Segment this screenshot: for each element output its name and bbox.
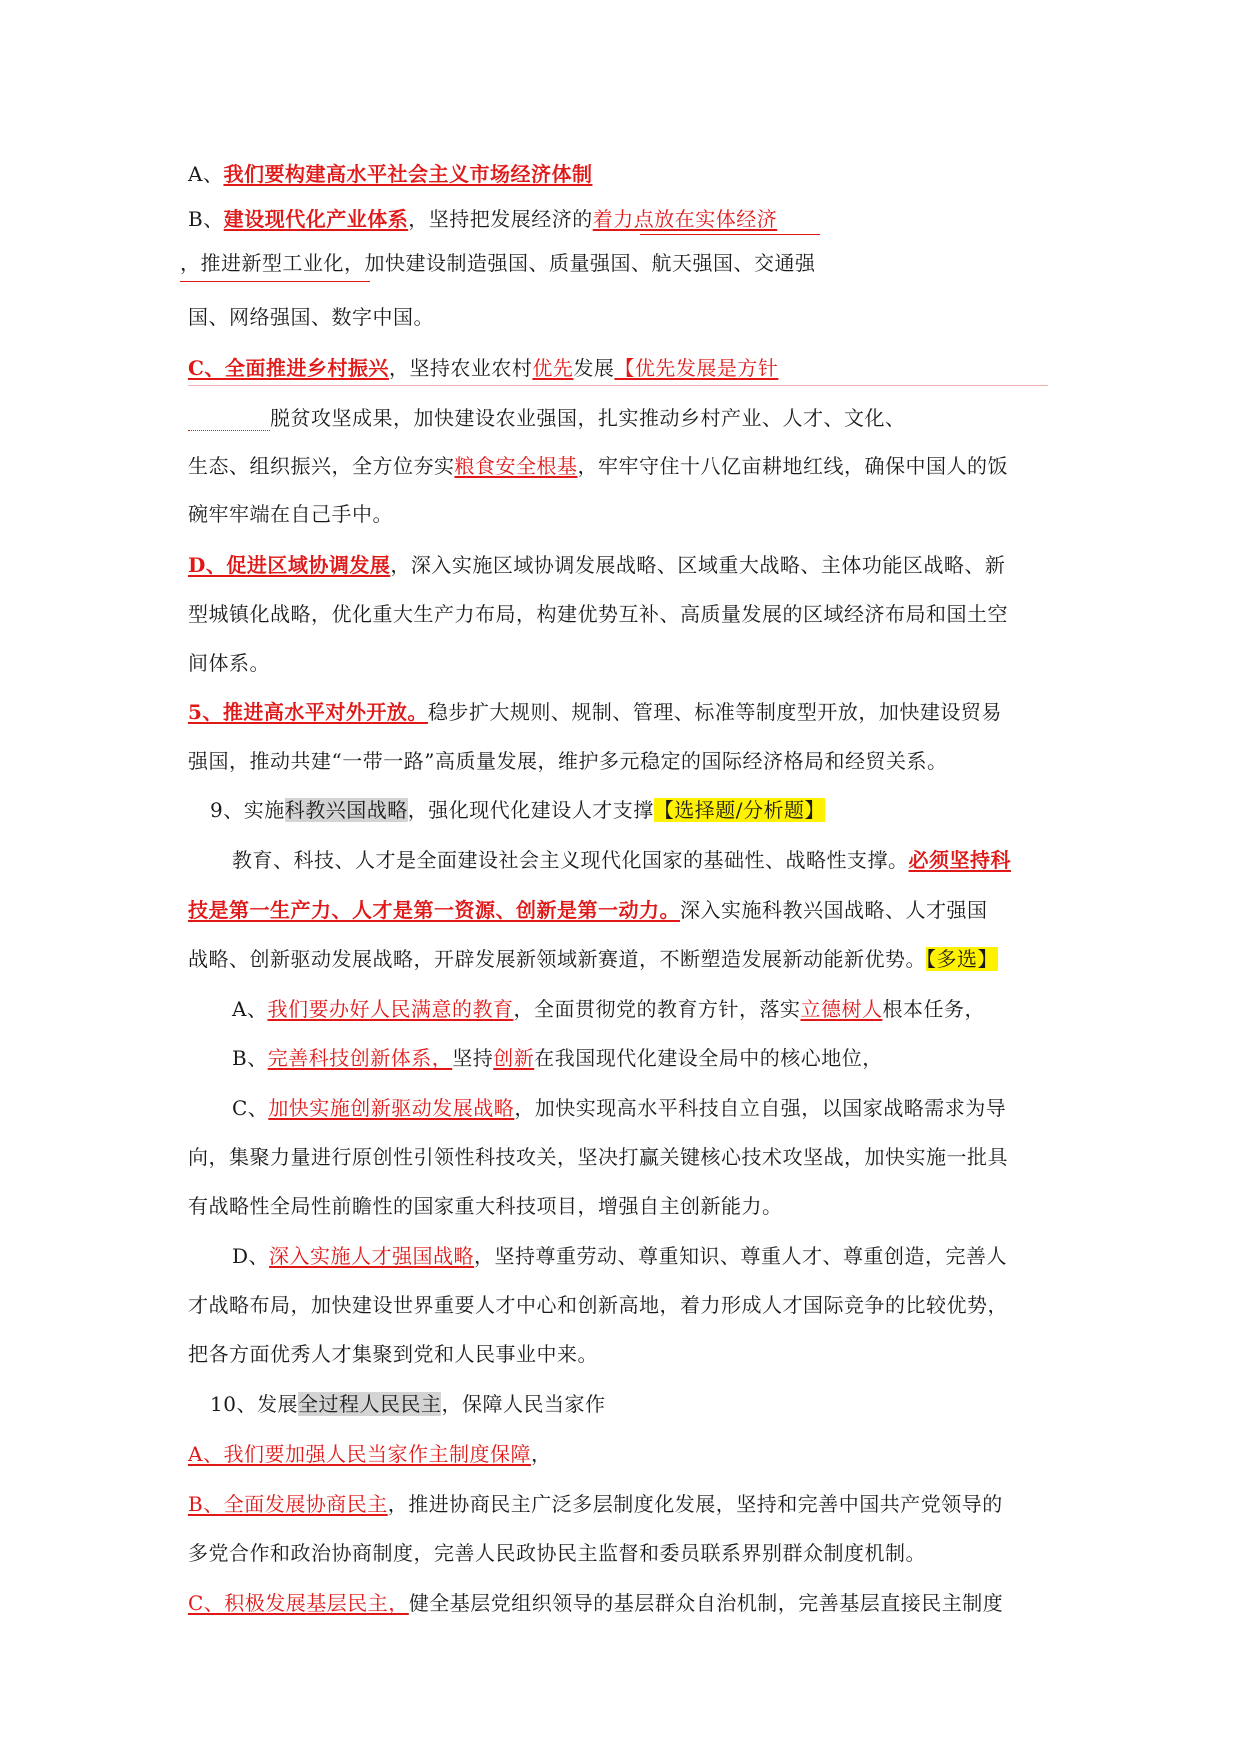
key-point: 完善科技创新体系， bbox=[267, 1046, 453, 1070]
key-point: C、积极发展基层民主， bbox=[188, 1591, 409, 1615]
key-point: 着力点放在实体经济 bbox=[592, 207, 778, 231]
option-label: A、 bbox=[232, 997, 268, 1021]
body-text: ，保障人民当家作 bbox=[441, 1392, 606, 1416]
body-text: 间体系。 bbox=[188, 651, 270, 675]
key-point: D、促进区域协调发展 bbox=[188, 553, 391, 577]
text-line bbox=[232, 1044, 1102, 1072]
key-point: 必须坚持科 bbox=[908, 848, 1011, 872]
body-text: 强国，推动共建“一带一路”高质量发展，维护多元稳定的国际经济格局和经贸关系。 bbox=[188, 749, 948, 773]
option-label: B、 bbox=[232, 1046, 268, 1070]
text-line bbox=[188, 649, 1058, 677]
text-line bbox=[188, 303, 1058, 331]
body-text: ，推进新型工业化，加快建设制造强国、质量强国、航天强国、交通强 bbox=[180, 251, 816, 275]
text-line bbox=[188, 160, 1058, 188]
body-text: 发展 bbox=[573, 356, 615, 380]
body-text: ，坚持把发展经济的 bbox=[408, 207, 593, 231]
body-text: ，深入实施区域协调发展战略、区域重大战略、主体功能区战略、新 bbox=[390, 553, 1006, 577]
text-line bbox=[188, 1291, 1058, 1319]
key-point: 我们要构建高水平社会主义市场经济体制 bbox=[223, 162, 593, 186]
option-label: B、 bbox=[188, 207, 224, 231]
key-point: 技是第一生产力、人才是第一资源、创新是第一动力。 bbox=[188, 898, 680, 922]
key-point: 优先 bbox=[532, 356, 574, 380]
key-point: 加快实施创新驱动发展战略 bbox=[268, 1096, 515, 1120]
text-line bbox=[188, 500, 1058, 528]
body-text: 健全基层党组织领导的基层群众自治机制，完善基层直接民主制度 bbox=[408, 1591, 1004, 1615]
key-point: A、我们要加强人民当家作主制度保障 bbox=[188, 1442, 531, 1466]
deleted-text: 巩固拓展 bbox=[188, 406, 270, 430]
body-text: 稳步扩大规则、规制、管理、标准等制度型开放，加快建设贸易 bbox=[427, 700, 1002, 724]
body-text: 型城镇化战略，优化重大生产力布局，构建优势互补、高质量发展的区域经济布局和国土空 bbox=[188, 602, 1008, 626]
section-heading bbox=[210, 796, 1080, 824]
text-line bbox=[232, 995, 1102, 1023]
text-line bbox=[188, 1539, 1058, 1567]
body-text: ，牢牢守住十八亿亩耕地红线，确保中国人的饭 bbox=[577, 454, 1008, 478]
body-text: ， bbox=[530, 1442, 552, 1466]
body-text: 把各方面优秀人才集聚到党和人民事业中来。 bbox=[188, 1342, 598, 1366]
option-label: D、 bbox=[232, 1244, 270, 1268]
body-text: 国、网络强国、数字中国。 bbox=[188, 305, 434, 329]
text-line bbox=[188, 1589, 1058, 1617]
body-text: ，推进协商民主广泛多层制度化发展，坚持和完善中国共产党领导的 bbox=[387, 1492, 1003, 1516]
body-text: ，全面贯彻党的教育方针，落实 bbox=[513, 997, 801, 1021]
question-type-tag: 【选择题/分析题】 bbox=[653, 798, 825, 822]
text-line bbox=[232, 1242, 1062, 1270]
text-line bbox=[188, 1340, 1058, 1368]
body-text: 坚持 bbox=[452, 1046, 494, 1070]
text-line bbox=[188, 747, 1058, 775]
body-text: 10、发展 bbox=[210, 1392, 298, 1416]
revision-underline bbox=[640, 234, 820, 235]
body-text: 战略、创新驱动发展战略，开辟发展新领域新赛道，不断塑造发展新动能新优势。 bbox=[188, 947, 926, 971]
text-line bbox=[180, 249, 1050, 277]
text-line bbox=[188, 354, 1058, 382]
body-text: 才战略布局，加快建设世界重要人才中心和创新高地，着力形成人才国际竞争的比较优势， bbox=[188, 1293, 1008, 1317]
text-line bbox=[188, 945, 1058, 973]
option-label: A、 bbox=[188, 162, 224, 186]
key-point: B、全面发展协商民主 bbox=[188, 1492, 388, 1516]
key-point: 我们要办好人民满意的教育 bbox=[267, 997, 514, 1021]
text-line bbox=[188, 1440, 1058, 1468]
body-text: 在我国现代化建设全局中的核心地位， bbox=[534, 1046, 883, 1070]
text-line bbox=[188, 896, 1058, 924]
text-line bbox=[188, 600, 1058, 628]
highlighted-term: 全过程人民民主 bbox=[297, 1392, 442, 1416]
body-text: 教育、科技、人才是全面建设社会主义现代化国家的基础性、战略性支撑。 bbox=[232, 848, 909, 872]
text-line bbox=[188, 551, 1058, 579]
key-point: 创新 bbox=[493, 1046, 535, 1070]
text-line bbox=[188, 1143, 1058, 1171]
body-text: 向，集聚力量进行原创性引领性科技攻关，坚决打赢关键核心技术攻坚战，加快实施一批具 bbox=[188, 1145, 1008, 1169]
body-text: 碗牢牢端在自己手中。 bbox=[188, 502, 393, 526]
key-point: 粮食安全根基 bbox=[454, 454, 578, 478]
section-heading bbox=[210, 1390, 1080, 1418]
body-text: 根本任务， bbox=[882, 997, 985, 1021]
text-line bbox=[232, 1094, 1062, 1122]
body-text: 生态、组织振兴，全方位夯实 bbox=[188, 454, 455, 478]
highlighted-term: 科教兴国战略 bbox=[284, 798, 408, 822]
text-line bbox=[188, 404, 1058, 432]
text-line bbox=[232, 846, 1062, 874]
body-text: ，坚持尊重劳动、尊重知识、尊重人才、尊重创造，完善人 bbox=[474, 1244, 1008, 1268]
body-text: 有战略性全局性前瞻性的国家重大科技项目，增强自主创新能力。 bbox=[188, 1194, 783, 1218]
question-type-tag: 【多选】 bbox=[926, 947, 998, 971]
key-point: 建设现代化产业体系 bbox=[223, 207, 409, 231]
text-line bbox=[188, 1192, 1058, 1220]
revision-underline bbox=[180, 281, 370, 282]
body-text: ，加快实现高水平科技自立自强，以国家战略需求为导 bbox=[514, 1096, 1007, 1120]
body-text: ，坚持农业农村 bbox=[388, 356, 533, 380]
key-point: 5、推进高水平对外开放。 bbox=[188, 700, 428, 724]
text-line bbox=[188, 1490, 1058, 1518]
revision-line bbox=[188, 385, 1048, 386]
key-point: C、全面推进乡村振兴 bbox=[188, 356, 389, 380]
body-text: 9、实施 bbox=[210, 798, 285, 822]
body-text: 深入实施科教兴国战略、人才强国 bbox=[680, 898, 988, 922]
option-label: C、 bbox=[232, 1096, 269, 1120]
body-text: 多党合作和政治协商制度，完善人民政协民主监督和委员联系界别群众制度机制。 bbox=[188, 1541, 926, 1565]
key-point: 深入实施人才强国战略 bbox=[269, 1244, 475, 1268]
body-text: ，强化现代化建设人才支撑 bbox=[407, 798, 654, 822]
body-text: 脱贫攻坚成果，加快建设农业强国，扎实推动乡村产业、人才、文化、 bbox=[270, 406, 906, 430]
annotation: 【优先发展是方针 bbox=[614, 356, 779, 380]
text-line bbox=[188, 698, 1058, 726]
key-point: 立德树人 bbox=[800, 997, 883, 1021]
text-line bbox=[188, 452, 1058, 480]
text-line bbox=[188, 205, 1058, 233]
